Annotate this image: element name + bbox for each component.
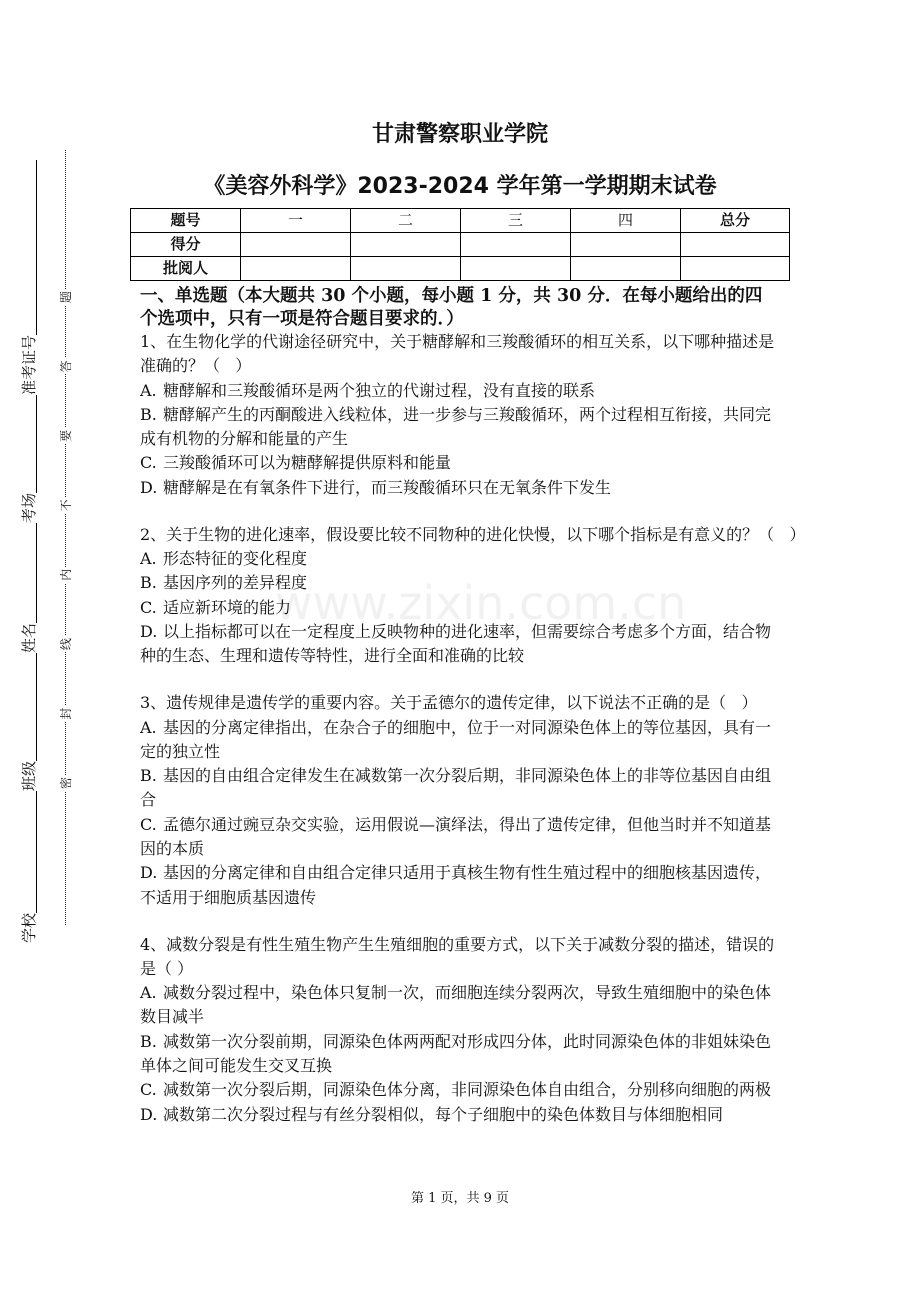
- option-text: 减数第一次分裂后期，同源染色体分离，非同源染色体自由组合，分别移向细胞的两极: [163, 1080, 772, 1100]
- grader-cell: [351, 257, 461, 281]
- option-text: 糖酵解和三羧酸循环是两个独立的代谢过程，没有直接的联系: [163, 380, 596, 400]
- seal-char: 线: [59, 638, 73, 651]
- field-line-class: [36, 653, 37, 761]
- option-text: 适应新环境的能力: [163, 597, 292, 617]
- option-a: [140, 379, 820, 403]
- option-label: B.: [140, 1031, 157, 1051]
- grader-cell: [681, 257, 790, 281]
- question-list: [140, 330, 820, 1127]
- option-text: 合: [140, 790, 157, 810]
- grader-row: [131, 257, 790, 281]
- option-label: C.: [140, 453, 157, 473]
- question-4: [140, 933, 820, 1127]
- question-stem: 准确的？（ ）: [140, 356, 252, 376]
- binding-margin-fields: [19, 155, 37, 945]
- field-label-school: 学校: [20, 912, 38, 943]
- option-b: [140, 403, 820, 452]
- field-line-exam-room: [36, 395, 37, 493]
- grader-cell: [571, 257, 681, 281]
- option-label: C.: [140, 1080, 157, 1100]
- option-label: D.: [140, 621, 158, 641]
- score-cell: [681, 233, 790, 257]
- header-cell-part-1: 一: [241, 209, 351, 233]
- field-label-class: 班级: [20, 760, 38, 791]
- option-text: 数目减半: [140, 1007, 205, 1027]
- question-1: [140, 330, 820, 500]
- option-label: D.: [140, 863, 158, 883]
- seal-char: 封: [59, 707, 73, 720]
- option-text: 减数第一次分裂前期，同源染色体两两配对形成四分体，此时同源染色体的非姐妹染色: [163, 1031, 772, 1051]
- option-b: [140, 1030, 820, 1079]
- option-text: 定的独立性: [140, 741, 221, 761]
- seal-char: 不: [59, 499, 73, 512]
- header-cell-part-2: 二: [351, 209, 461, 233]
- row-label-grader: 批阅人: [131, 257, 241, 281]
- option-text: 不适用于细胞质基因遗传: [140, 887, 317, 907]
- score-cell: [571, 233, 681, 257]
- score-table-header-row: [131, 209, 790, 233]
- field-line-school: [36, 791, 37, 913]
- option-text: 糖酵解是在有氧条件下进行，而三羧酸循环只在无氧条件下发生: [163, 477, 612, 497]
- option-label: B.: [140, 404, 157, 424]
- grader-cell: [241, 257, 351, 281]
- question-stem: 1、在生物化学的代谢途径研究中，关于糖酵解和三羧酸循环的相互关系，以下哪种描述是: [140, 332, 775, 351]
- option-d: [140, 861, 820, 910]
- option-text: 基因的分离定律指出，在杂合子的细胞中，位于一对同源染色体上的等位基因，具有一: [163, 717, 772, 737]
- option-d: [140, 620, 820, 669]
- question-stem: 4、减数分裂是有性生殖生物产生生殖细胞的重要方式，以下关于减数分裂的描述，错误的: [140, 934, 775, 954]
- seal-char: 密: [59, 777, 73, 790]
- option-text: 孟德尔通过豌豆杂交实验，运用假说—演绎法，得出了遗传定律，但他当时并不知道基: [163, 814, 772, 834]
- option-text: 成有机物的分解和能量的产生: [140, 429, 349, 449]
- question-stem: 3、遗传规律是遗传学的重要内容。关于孟德尔的遗传定律，以下说法不正确的是（ ）: [140, 693, 758, 713]
- option-text: 种的生态、生理和遗传等特性，进行全面和准确的比较: [140, 646, 525, 666]
- header-cell-question-number: 题号: [131, 209, 241, 233]
- option-c: [140, 813, 820, 862]
- option-text: 糖酵解产生的丙酮酸进入线粒体，进一步参与三羧酸循环，两个过程相互衔接，共同完: [163, 404, 772, 424]
- option-b: [140, 571, 820, 595]
- school-title: 甘肃警察职业学院: [371, 122, 548, 147]
- option-b: [140, 764, 820, 813]
- section-heading-line: 个选项中，只有一项是符合题目要求的．）: [140, 309, 464, 329]
- option-d: [140, 476, 820, 500]
- question-stem: 2、关于生物的进化速率，假设要比较不同物种的进化快慢，以下哪个指标是有意义的？（ ）: [140, 524, 806, 544]
- seal-char: 答: [59, 360, 73, 373]
- field-label-admission-number: 准考证号: [20, 334, 38, 395]
- grader-cell: [461, 257, 571, 281]
- option-label: A.: [140, 983, 157, 1003]
- question-stem: 是（ ）: [140, 958, 194, 978]
- option-a: [140, 547, 820, 571]
- option-a: [140, 981, 820, 1030]
- option-label: C.: [140, 597, 157, 617]
- option-c: [140, 596, 820, 620]
- header-cell-part-3: 三: [461, 209, 571, 233]
- option-text: 基因的分离定律和自由组合定律只适用于真核生物有性生殖过程中的细胞核基因遗传，: [163, 863, 772, 883]
- option-a: [140, 716, 820, 765]
- option-label: D.: [140, 1104, 158, 1124]
- seal-char: 题: [59, 291, 73, 304]
- section-heading-line: 一、单选题（本大题共 30 个小题，每小题 1 分，共 30 分．在每小题给出的四: [140, 286, 763, 306]
- question-3: [140, 691, 820, 910]
- field-label-exam-room: 考场: [20, 492, 38, 523]
- score-row: [131, 233, 790, 257]
- header-cell-part-4: 四: [571, 209, 681, 233]
- question-2: [140, 523, 820, 669]
- option-text: 以上指标都可以在一定程度上反映物种的进化速率，但需要综合考虑多个方面，结合物: [163, 621, 772, 641]
- page-number: 第 1 页，共 9 页: [410, 1191, 510, 1206]
- field-line-name: [36, 523, 37, 623]
- option-text: 基因序列的差异程度: [163, 573, 308, 593]
- field-label-name: 姓名: [20, 622, 38, 653]
- score-cell: [351, 233, 461, 257]
- option-label: A.: [140, 549, 157, 569]
- watermark: www.zixin.com.cn: [275, 576, 687, 630]
- option-text: 单体之间可能发生交叉互换: [140, 1056, 333, 1076]
- header-cell-total: 总分: [681, 209, 790, 233]
- option-label: A.: [140, 380, 157, 400]
- score-cell: [241, 233, 351, 257]
- section-heading: [140, 285, 762, 331]
- seal-char: 内: [59, 568, 73, 581]
- option-label: D.: [140, 477, 158, 497]
- option-text: 基因的自由组合定律发生在减数第一次分裂后期，非同源染色体上的非等位基因自由组: [163, 766, 772, 786]
- seal-line: [59, 150, 73, 925]
- score-table: [130, 208, 790, 281]
- option-d: [140, 1103, 820, 1127]
- option-c: [140, 1078, 820, 1102]
- option-label: B.: [140, 573, 157, 593]
- option-label: A.: [140, 717, 157, 737]
- score-cell: [461, 233, 571, 257]
- option-c: [140, 451, 820, 475]
- option-text: 减数分裂过程中，染色体只复制一次，而细胞连续分裂两次，导致生殖细胞中的染色体: [163, 983, 772, 1003]
- option-text: 三羧酸循环可以为糖酵解提供原料和能量: [163, 453, 452, 473]
- seal-char: 要: [59, 429, 73, 442]
- option-label: B.: [140, 766, 157, 786]
- option-text: 形态特征的变化程度: [163, 549, 308, 569]
- option-text: 减数第二次分裂过程与有丝分裂相似，每个子细胞中的染色体数目与体细胞相同: [163, 1104, 724, 1124]
- option-text: 因的本质: [140, 839, 205, 859]
- option-label: C.: [140, 814, 157, 834]
- row-label-score: 得分: [131, 233, 241, 257]
- exam-title: 《美容外科学》2023-2024 学年第一学期期末试卷: [203, 174, 717, 199]
